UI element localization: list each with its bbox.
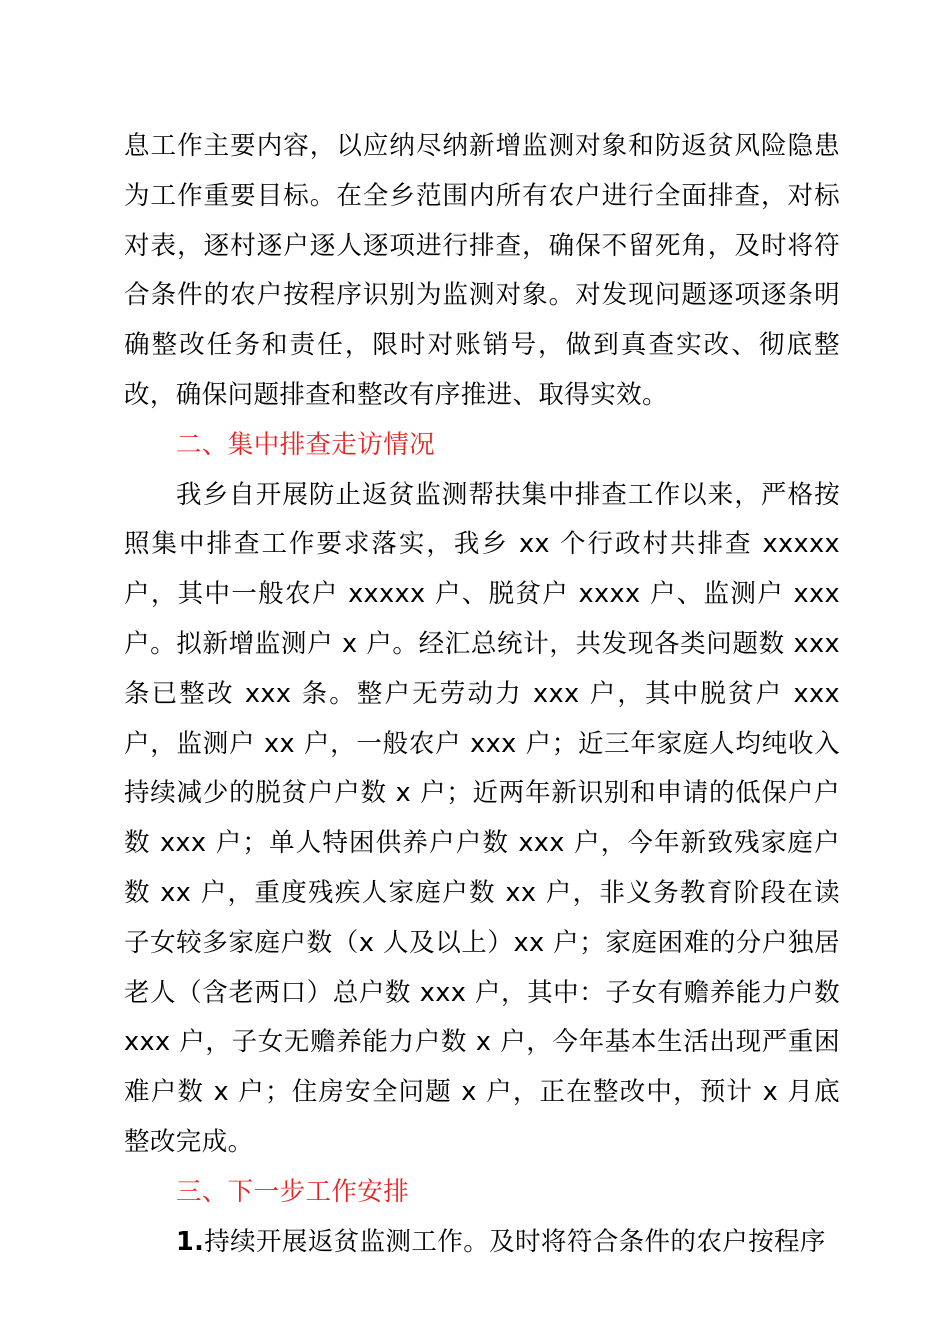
paragraph-investigation-details: 我乡自开展防止返贫监测帮扶集中排查工作以来，严格按照集中排查工作要求落实，我乡 xx 个行政村共排查 xxxxx 户，其中一般农户 xxxxx 户、脱贫户 xxxx 户、监测户 xxx 户。拟新增监测户 x 户。经汇总统计，共发现各类问题数 xxx 条已整改 xxx 条。整户无劳动力 xxx 户，其中脱贫户 xxx 户，监测户 xx 户，一般农户 xxx 户；近三年家庭人均纯收入持续减少的脱贫户户数 x 户；近两年新识别和申请的低保户户数 xxx 户；单人特困供养户户数 xxx 户，今年新致残家庭户数 xx 户，重度残疾人家庭户数 xx 户，非义务教育阶段在读子女较多家庭户数（x 人及以上）xx 户；家庭困难的分户独居老人（含老两口）总户数 xxx 户，其中：子女有赡养能力户数 xxx 户，子女无赡养能力户数 x 户，今年基本生活出现严重困难户数 x 户；住房安全问题 x 户，正在整改中，预计 x 月底整改完成。: [124, 479, 840, 1157]
paragraph-work-content: 息工作主要内容，以应纳尽纳新增监测对象和防返贫风险隐患为工作重要目标。在全乡范围内所有农户进行全面排查，对标对表，逐村逐户逐人逐项进行排查，确保不留死角，及时将符合条件的农户按程序识别为监测对象。对发现问题逐项逐条明确整改任务和责任，限时对账销号，做到真查实改、彻底整改，确保问题排查和整改有序推进、取得实效。: [124, 131, 840, 410]
list-item-text: 持续开展返贫监测工作。及时将符合条件的农户按程序: [204, 1226, 826, 1257]
section-heading-next-steps: 三、下一步工作安排: [176, 1176, 410, 1207]
list-item-1: [124, 1218, 840, 1268]
document-page: [124, 122, 840, 1267]
section-heading-investigation: 二、集中排查走访情况: [176, 429, 436, 460]
list-item-number: 1.: [176, 1226, 205, 1257]
